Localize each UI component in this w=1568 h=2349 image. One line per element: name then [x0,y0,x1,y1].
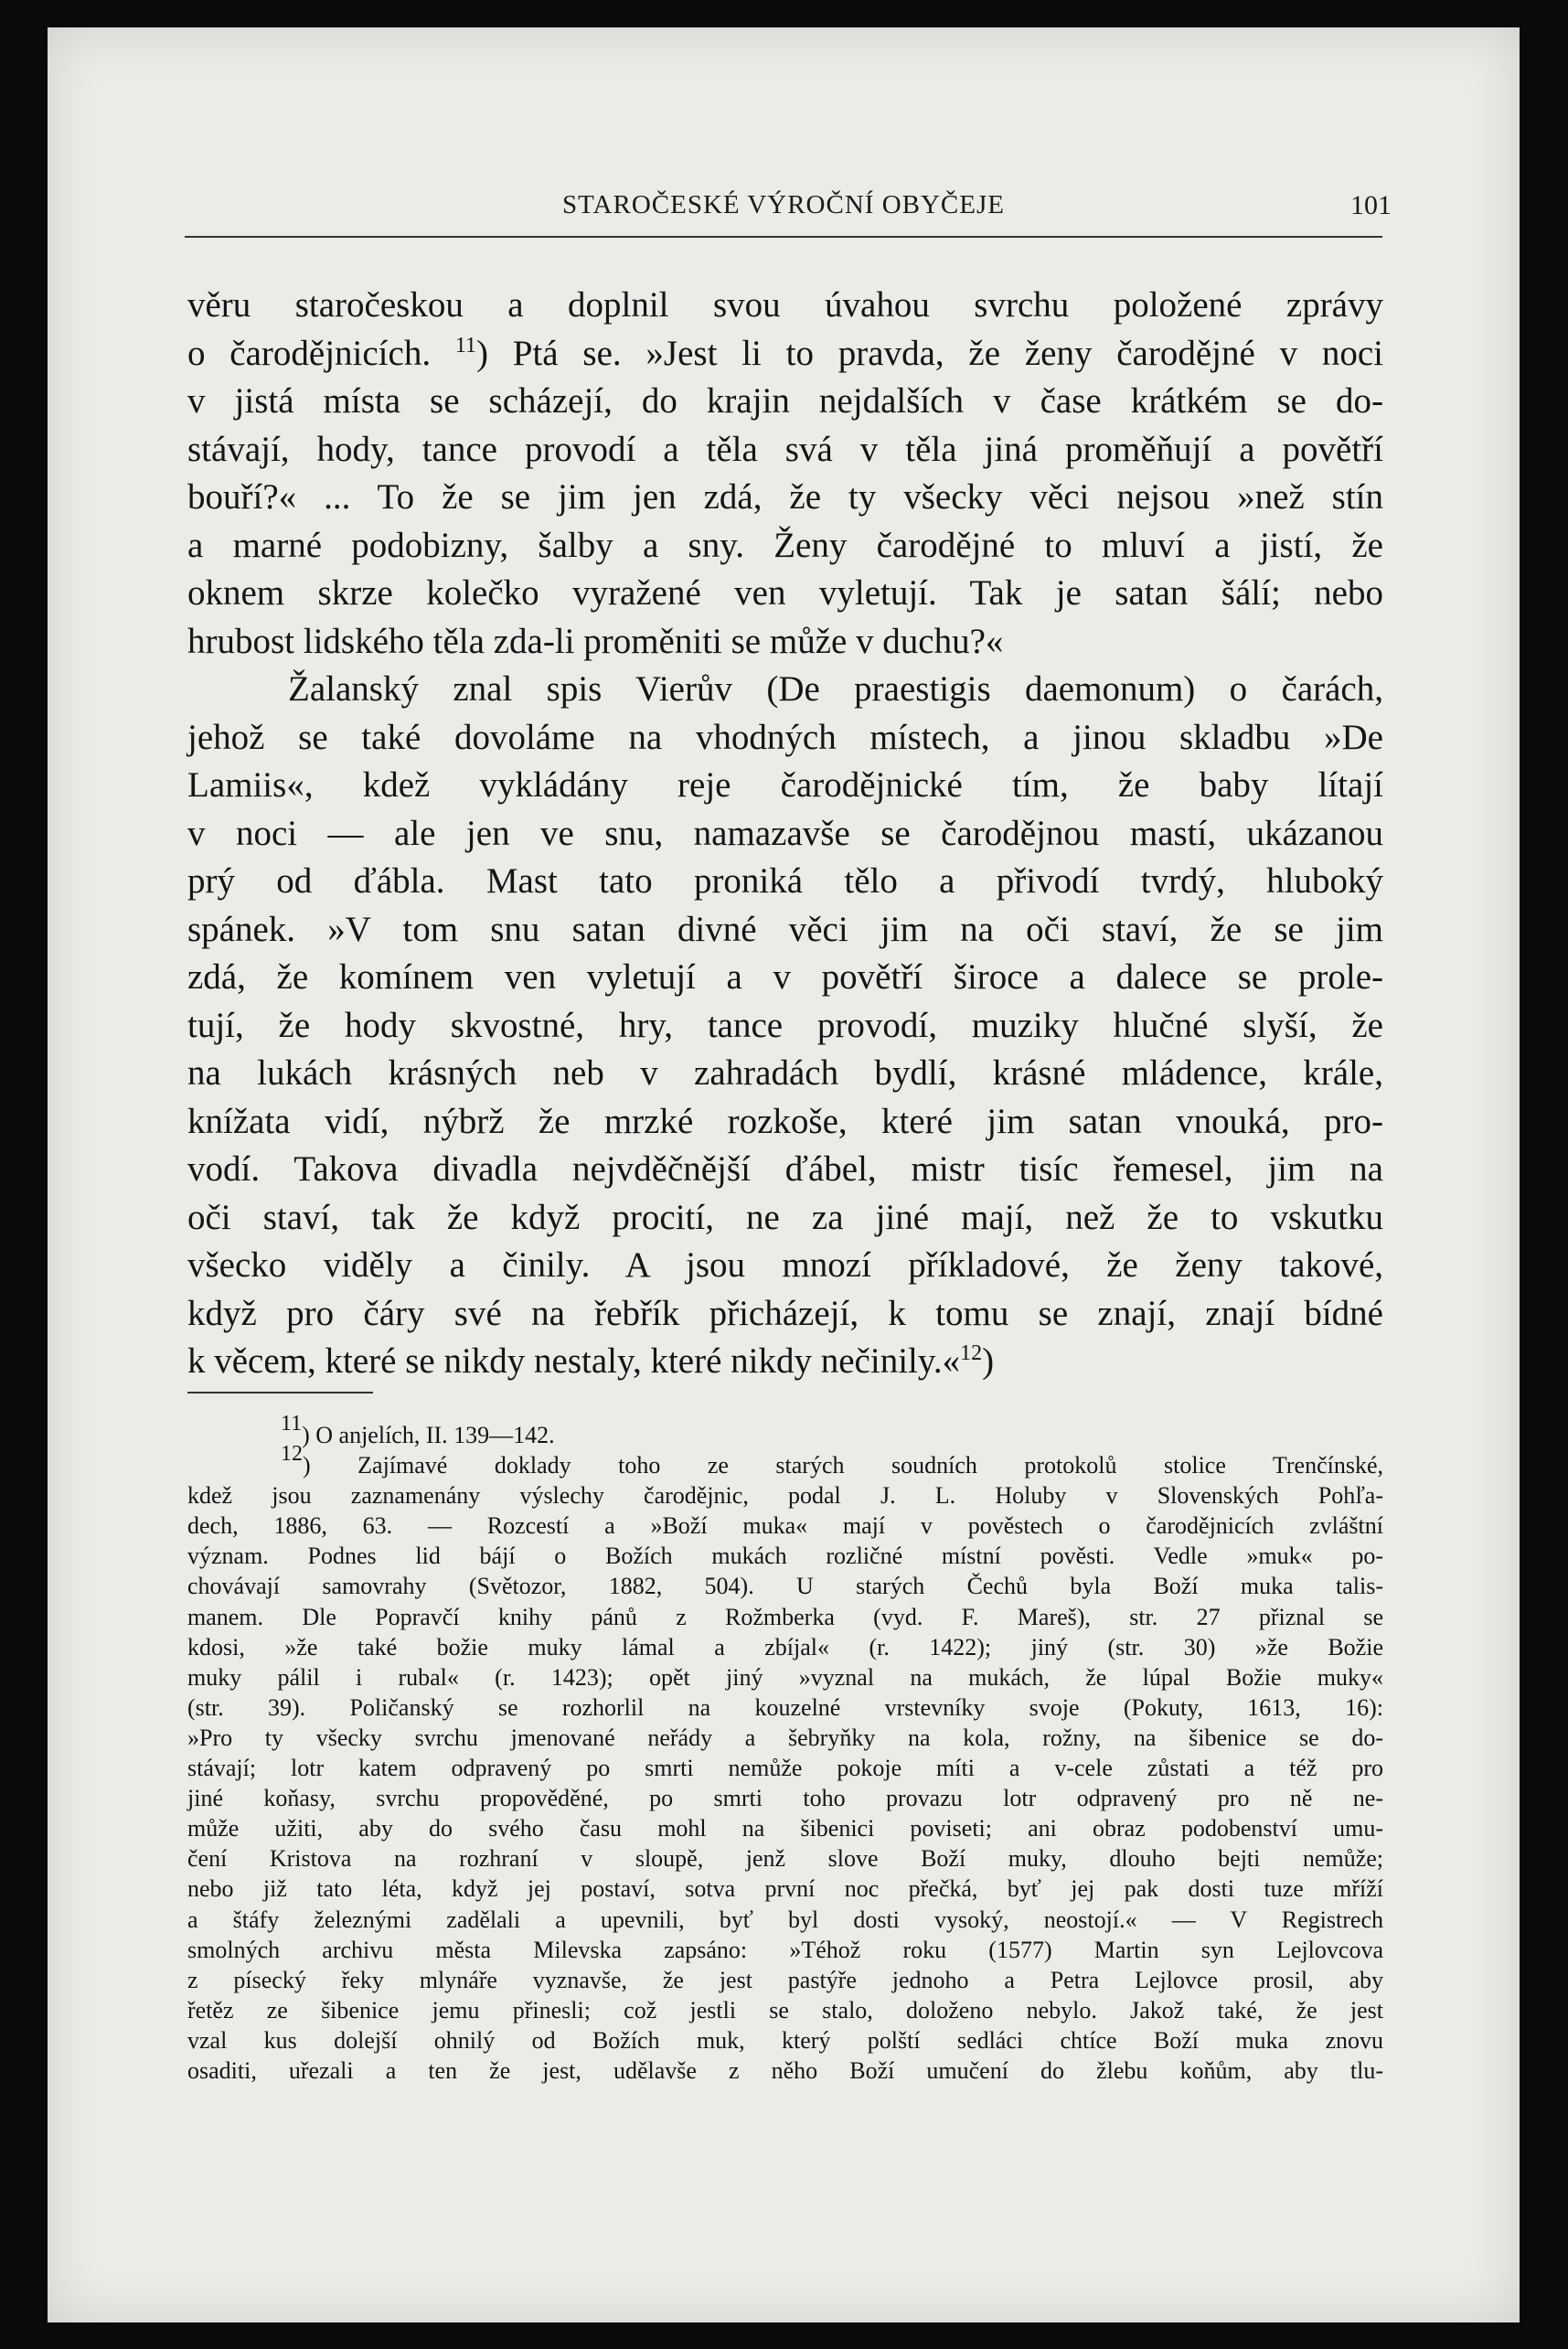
footnote-line: z písecký řeky mlynáře vyznavše, že jest pastýře jednoho a Petra Lejlovce prosil, aby [187,1966,1383,1993]
text-line: hrubost lidského těla zda-li proměniti se může v duchu?« [187,621,1004,661]
text-line: zdá, že komínem ven vyletují a v povětří široce a dalece se prole- [187,957,1383,997]
running-title: STAROČESKÉ VÝROČNÍ OBYČEJE [562,190,1005,219]
footnote-line: čení Kristova na rozhraní v sloupě, jenž slove Boží muky, dlouho bejti nemůže; [187,1845,1383,1873]
footnote-line: jiné koňasy, svrchu propověděné, po smrti toho provazu lotr odpravený pro ně ne- [187,1785,1383,1812]
footnote-line: (str. 39). Poličanský se rozhorlil na kouzelné vrstevníky svoje (Pokuty, 1613, 16): [187,1693,1383,1721]
text-line: vodí. Takova divadla nejvděčnější ďábel, mistr tisíc řemesel, jim na [187,1149,1383,1189]
footnote-ref: 12 [960,1341,983,1365]
text-line [187,1338,1383,1386]
footnote-text: ) Zajímavé doklady toho ze starých soudních protokolů stolice Trenčínské, [303,1452,1383,1479]
text-line: a marné podobizny, šalby a sny. Ženy čarodějné to mluví a jistí, že [187,525,1383,565]
footnote-12 [187,1442,1383,1480]
footnote-line: manem. Dle Popravčí knihy pánů z Rožmberka (vyd. F. Mareš), str. 27 přiznal se [187,1603,1383,1630]
text-line: všecko viděly a činily. A jsou mnozí příkladové, že ženy takové, [187,1245,1383,1285]
footnote-line: muky pálil i rubal« (r. 1423); opět jiný »vyznal na mukách, že lúpal Božie muky« [187,1663,1383,1691]
footnote-11 [187,1412,1383,1450]
footnote-line: vzal kus dolejší ohnilý od Božích muk, který polští sedláci chtíce Boží muka znovu [187,2026,1383,2054]
text-fragment: k věcem, které se nikdy nestaly, které nikdy nečinily.« [187,1341,961,1381]
footnote-line: kdosi, »že také božie muky lámal a zbíjal« (r. 1422); jiný (str. 30) »že Božie [187,1633,1383,1660]
footnote-ref: 11 [454,333,476,358]
text-line: stávají, hody, tance provodí a těla svá v těla jiná proměňují a povětří [187,429,1383,469]
footnote-marker: 12 [281,1442,303,1467]
text-line: prý od ďábla. Mast tato proniká tělo a přivodí tvrdý, hluboký [187,861,1383,901]
text-line: v jistá místa se scházejí, do krajin nejdalších v čase krátkém se do- [187,381,1383,421]
text-fragment: ) [982,1341,995,1381]
footnote-line: může užiti, aby do svého času mohl na šibenici poviseti; ani obraz podobenství umu- [187,1815,1383,1842]
paragraph-start: Žalanský znal spis Vierův (De praestigis daemonum) o čarách, [288,669,1383,709]
page-number: 101 [1350,190,1392,220]
text-line: věru staročeskou a doplnil svou úvahou svrchu položené zprávy [187,285,1383,325]
text-line: na lukách krásných neb v zahradách bydlí, krásné mládence, krále, [187,1053,1383,1093]
footnote-line: chovávají samovrahy (Světozor, 1882, 504). U starých Čechů byla Boží muka talis- [187,1573,1383,1600]
text-line: oknem skrze kolečko vyražené ven vyletují. Tak je satan šálí; nebo [187,573,1383,613]
footnote-line: stávají; lotr katem odpravený po smrti nemůže pokoje míti a v-cele zůstati a též pro [187,1755,1383,1782]
text-fragment: ) Ptá se. »Jest li to pravda, že ženy čarodějné v noci [476,333,1384,373]
header-rule [185,236,1382,238]
text-fragment: o čarodějnicích. [187,333,432,373]
text-line: když pro čáry své na řebřík přicházejí, k tomu se znají, znají bídné [187,1293,1383,1333]
text-line: knížata vidí, nýbrž že mrzké rozkoše, které jim satan vnouká, pro- [187,1101,1383,1141]
footnote-line: »Pro ty všecky svrchu jmenované neřády a šebryňky na kola, rožny, na šibenice se do- [187,1724,1383,1751]
footnote-text: ) O anjelích, II. 139—142. [302,1422,555,1448]
book-page [48,27,1520,2322]
running-header [185,188,1392,229]
text-line [187,330,1383,379]
text-line: Lamiis«, kdež vykládány reje čarodějnické tím, že baby lítají [187,765,1383,805]
footnote-line: význam. Podnes lid bájí o Božích mukách rozličné místní pověsti. Vedle »muk« po- [187,1543,1383,1570]
footnotes [187,1412,1383,2086]
footnote-line: a štáfy železnými zadělali a upevnili, byť byl dosti vysoký, neostojí.« — V Registrech [187,1906,1383,1933]
footnote-line: dech, 1886, 63. — Rozcestí a »Boží muka« mají v pověstech o čarodějnicích zvláštní [187,1512,1383,1540]
footnote-line: nebo již tato léta, když jej postaví, sotva první noc přečká, byť jej pak dosti tuze mříží [187,1875,1383,1903]
footnote-line: řetěz ze šibenice jemu přinesli; což jestli se stalo, doloženo nebylo. Jakož také, že jest [187,1996,1383,2023]
text-line: bouří?« ... To že se jim jen zdá, že ty všecky věci nejsou »než stín [187,477,1383,517]
footnote-marker: 11 [281,1412,303,1436]
footnote-line: osaditi, uřezali a ten že jest, udělavše z něho Boží umučení do žlebu koňům, aby tlu- [187,2056,1383,2084]
footnote-line: kdež jsou zaznamenány výslechy čarodějnic, podal J. L. Holuby v Slovenských Pohľa- [187,1482,1383,1510]
footnote-line: smolných archivu města Milevska zapsáno: »Téhož roku (1577) Martin syn Lejlovcova [187,1936,1383,1963]
text-line: jehož se také dovoláme na vhodných místech, a jinou skladbu »De [187,717,1383,757]
text-line: v noci — ale jen ve snu, namazavše se čarodějnou mastí, ukázanou [187,813,1383,853]
main-text [187,282,1383,1386]
text-line: spánek. »V tom snu satan divné věci jim na oči staví, že se jim [187,909,1383,949]
text-line: oči staví, tak že když procití, ne za jiné mají, než že to vskutku [187,1197,1383,1237]
text-line: tují, že hody skvostné, hry, tance provodí, muziky hlučné slyší, že [187,1005,1383,1045]
footnote-rule [187,1392,373,1393]
